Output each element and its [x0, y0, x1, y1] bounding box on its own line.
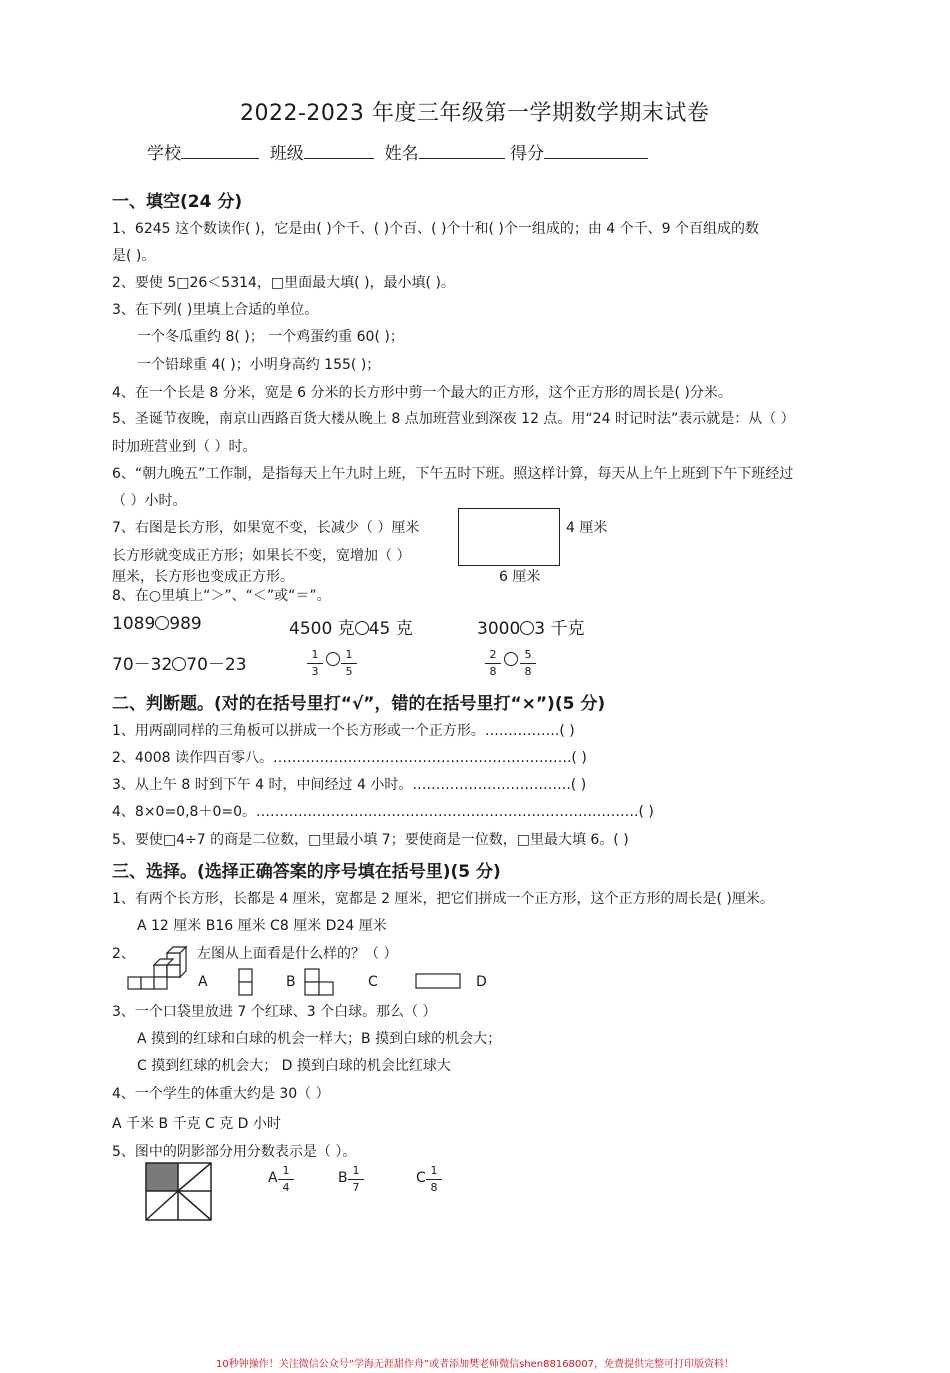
fraction-numerator: 5	[524, 648, 532, 661]
s2-q5: 5、要使□4÷7 的商是二位数，□里最小填 7；要使商是一位数，□里最大填 6。( )	[112, 832, 629, 848]
compare-3-left: 3000	[477, 619, 521, 639]
compare-1-right: 989	[169, 614, 202, 634]
cube-stack-figure	[126, 943, 190, 991]
rect-side-label: 4 厘米	[566, 520, 608, 536]
s1-q5-line2: 时加班营业到（ ）时。	[112, 439, 257, 455]
fraction-numerator: 1	[282, 1164, 290, 1177]
option-b-label: B	[286, 974, 296, 990]
s3-q4: 4、一个学生的体重大约是 30（ ）	[112, 1086, 330, 1102]
fraction-1-5	[341, 648, 357, 679]
name-blank[interactable]	[419, 144, 505, 159]
fraction-5-8	[520, 648, 536, 679]
s3-q2-number: 2、	[112, 946, 135, 962]
s3-q1-options: A 12 厘米 B16 厘米 C8 厘米 D24 厘米	[137, 918, 387, 934]
s3-q3: 3、一个口袋里放进 7 个红球、3 个白球。那么（ ）	[112, 1004, 437, 1020]
s1-q3-line1: 一个冬瓜重约 8( )； 一个鸡蛋约重 60( )；	[137, 329, 404, 345]
q5-option-b-fraction	[348, 1164, 364, 1195]
fraction-1-3	[307, 648, 323, 679]
q5-option-b-letter: B	[338, 1170, 348, 1186]
s1-q8: 8、在○里填上“＞”、“＜”或“＝”。	[112, 588, 331, 604]
s1-q1-line1: 1、6245 这个数读作( )，它是由( )个千、( )个百、( )个十和( )个一组成的；由 4 个千、9 个百组成的数	[112, 221, 760, 237]
option-c-label: C	[368, 974, 378, 990]
compare-3	[477, 614, 585, 639]
option-d-label: D	[476, 974, 487, 990]
fraction-numerator: 1	[430, 1164, 438, 1177]
compare-circle[interactable]	[355, 621, 369, 635]
s2-q2: 2、4008 读作四百零八。……………………………………………………….( )	[112, 750, 587, 766]
s1-q7-line1: 7、右图是长方形，如果宽不变，长减少（ ）厘米	[112, 520, 420, 536]
s3-q2: 左图从上面看是什么样的？（ ）	[197, 946, 398, 962]
school-label: 学校	[147, 144, 181, 164]
fraction-numerator: 2	[489, 648, 497, 661]
compare-4-right: 70－23	[186, 655, 247, 675]
compare-3-right: 3 千克	[534, 619, 585, 639]
compare-2-left: 4500 克	[289, 619, 355, 639]
s1-q6-line2: （ ）小时。	[112, 493, 187, 509]
compare-circle[interactable]	[520, 621, 534, 635]
option-a-figure	[238, 968, 254, 996]
section-3-heading: 三、选择。(选择正确答案的序号填在括号里)(5 分)	[112, 862, 501, 882]
compare-2	[289, 614, 413, 639]
s3-q3-options-2: C 摸到红球的机会大； D 摸到白球的机会比红球大	[137, 1058, 451, 1074]
s1-q6-line1: 6、“朝九晚五”工作制，是指每天上午九时上班，下午五时下班。照这样计算，每天从上午上班到下午下班经过	[112, 466, 794, 482]
school-blank[interactable]	[181, 144, 259, 159]
fraction-denominator: 8	[489, 665, 497, 678]
fraction-denominator: 8	[524, 665, 532, 678]
rectangle-figure	[458, 508, 560, 566]
option-b-figure	[304, 968, 336, 996]
q5-option-c-fraction	[426, 1164, 442, 1195]
fraction-denominator: 7	[352, 1181, 360, 1194]
section-1-heading: 一、填空(24 分)	[112, 192, 243, 212]
option-c-figure	[415, 973, 463, 991]
class-label: 班级	[269, 144, 304, 164]
fraction-denominator: 5	[345, 665, 353, 678]
s2-q3: 3、从上午 8 时到下午 4 时，中间经过 4 小时。…………………………….( )	[112, 777, 587, 793]
s3-q4-options: A 千米 B 千克 C 克 D 小时	[112, 1116, 281, 1132]
s1-q2: 2、要使 5□26＜5314，□里面最大填( )，最小填( )。	[112, 275, 455, 291]
compare-1	[112, 614, 202, 634]
s1-q3: 3、在下列( )里填上合适的单位。	[112, 302, 319, 318]
fraction-denominator: 8	[430, 1181, 438, 1194]
s2-q4: 4、8×0=0,8＋0=0。……………………………………………………………………….( )	[112, 804, 654, 820]
s1-q1-line2: 是( )。	[112, 248, 156, 264]
compare-circle[interactable]	[155, 616, 169, 630]
s3-q1: 1、有两个长方形，长都是 4 厘米，宽都是 2 厘米，把它们拼成一个正方形，这个正方形的周长是( )厘米。	[112, 891, 774, 907]
q5-option-a-fraction	[278, 1164, 294, 1195]
option-a-label: A	[198, 974, 208, 990]
s1-q7-line2: 长方形就变成正方形；如果长不变，宽增加（ ）	[112, 548, 411, 564]
fraction-numerator: 1	[345, 648, 353, 661]
score-label: 得分	[510, 144, 545, 164]
fraction-numerator: 1	[352, 1164, 360, 1177]
q5-option-a-letter: A	[268, 1170, 278, 1186]
score-blank[interactable]	[544, 144, 648, 159]
compare-circle[interactable]	[326, 652, 340, 666]
class-blank[interactable]	[304, 144, 374, 159]
s1-q3-line2: 一个铅球重 4( )；小明身高约 155( )；	[137, 357, 381, 373]
footer-notice: 10秒钟操作！关注微信公众号“学海无涯甜作舟”或者添加樊老师微信shen88168007，免费提供完整可打印版资料！	[215, 1359, 735, 1370]
compare-4-left: 70－32	[112, 655, 173, 675]
s3-q3-options-1: A 摸到的红球和白球的机会一样大；B 摸到白球的机会大；	[137, 1031, 502, 1047]
compare-4	[112, 650, 247, 675]
s2-q1: 1、用两副同样的三角板可以拼成一个长方形或一个正方形。…………….( )	[112, 723, 575, 739]
s1-q5-line1: 5、圣诞节夜晚，南京山西路百货大楼从晚上 8 点加班营业到深夜 12 点。用“24 时记时法”表示就是：从（ ）	[112, 411, 795, 427]
name-label: 姓名	[384, 144, 419, 164]
header-info	[147, 139, 648, 164]
shaded-square-figure	[145, 1162, 213, 1222]
compare-1-left: 1089	[112, 614, 156, 634]
fraction-numerator: 1	[311, 648, 319, 661]
s3-q5: 5、图中的阴影部分用分数表示是（ ）。	[112, 1144, 357, 1160]
fraction-denominator: 4	[282, 1181, 290, 1194]
s1-q7-line3: 厘米，长方形也变成正方形。	[112, 569, 294, 585]
fraction-denominator: 3	[311, 665, 319, 678]
q5-option-c-letter: C	[416, 1170, 426, 1186]
rect-bottom-label: 6 厘米	[499, 569, 541, 585]
compare-circle[interactable]	[504, 652, 518, 666]
page-title: 2022-2023 年度三年级第一学期数学期末试卷	[240, 101, 710, 126]
s1-q4: 4、在一个长是 8 分米，宽是 6 分米的长方形中剪一个最大的正方形，这个正方形的周长是( )分米。	[112, 385, 732, 401]
compare-2-right: 45 克	[368, 619, 413, 639]
section-2-heading: 二、判断题。(对的在括号里打“√”，错的在括号里打“×”)(5 分)	[112, 694, 606, 714]
compare-circle[interactable]	[172, 657, 186, 671]
fraction-2-8	[485, 648, 501, 679]
